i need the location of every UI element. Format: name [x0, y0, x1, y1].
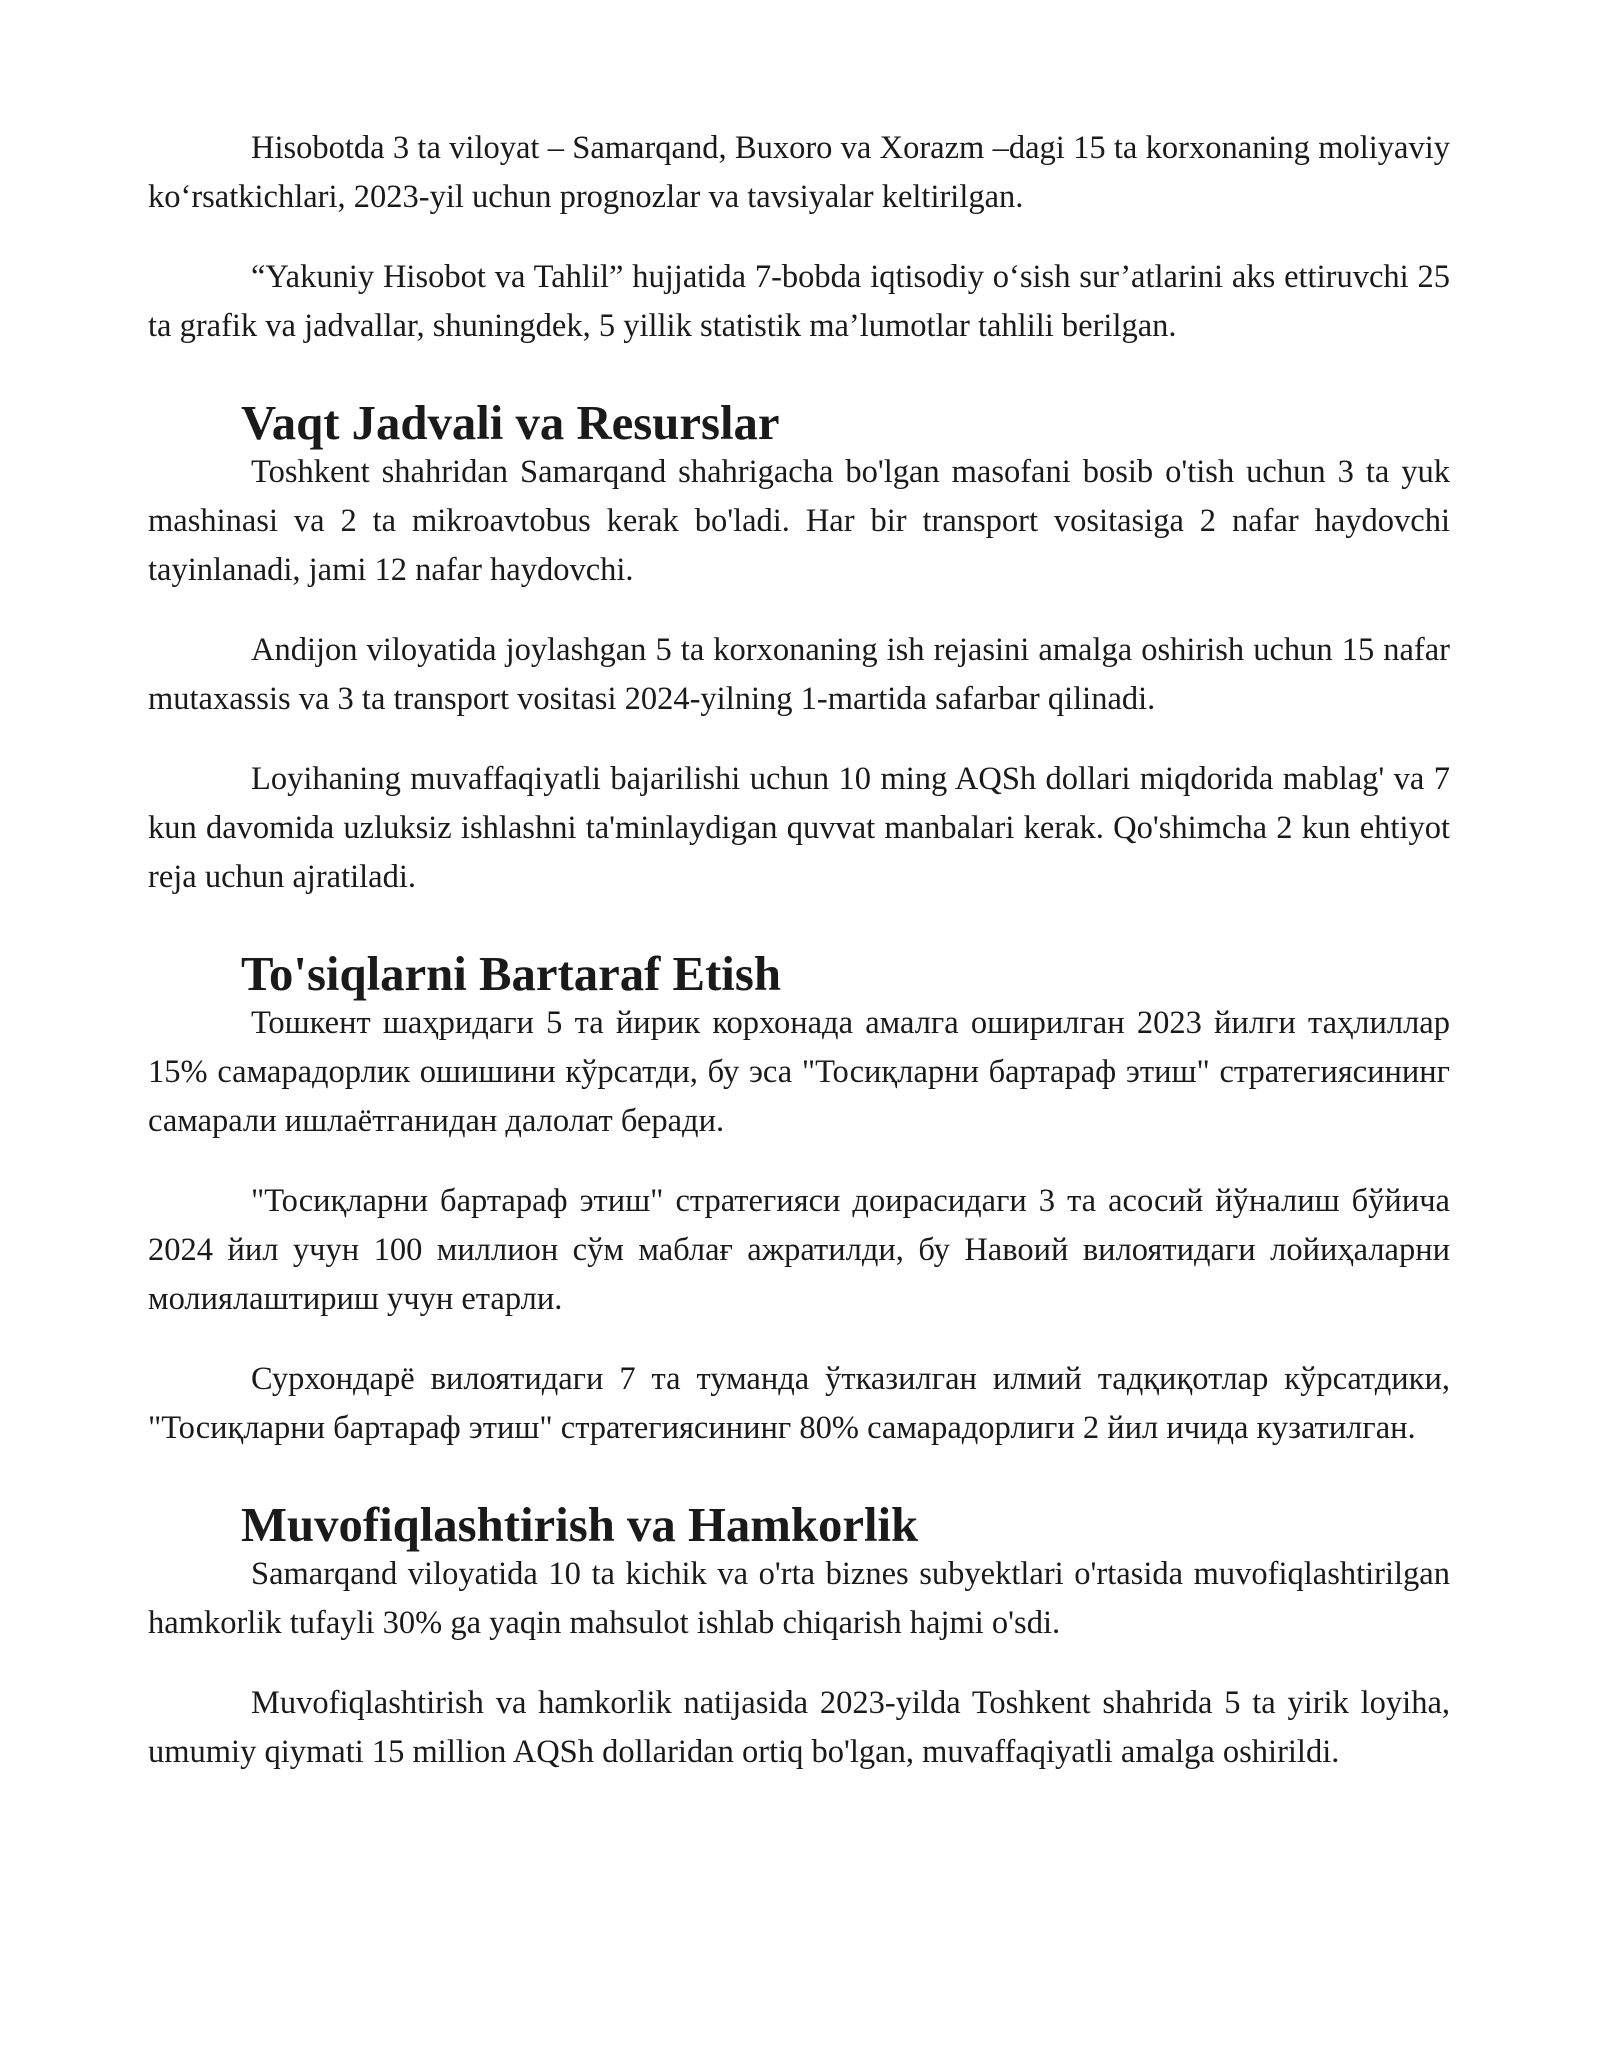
- section-2-paragraph-1: Тошкент шаҳридаги 5 та йирик корхонада амалга оширилган 2023 йилги таҳлиллар 15% самарадорлик ошишини кўрсатди, бу эса "Тосиқларни бартараф этиш" стратегиясининг самарали ишлаётганидан далолат беради.: [148, 1005, 1450, 1139]
- intro-paragraph-1: Hisobotda 3 ta viloyat – Samarqand, Buxoro va Xorazm –dagi 15 ta korxonaning moliyaviy ko‘rsatkichlari, 2023-yil uchun prognozlar va tavsiyalar keltirilgan.: [148, 130, 1450, 215]
- section-3-paragraph-1: Samarqand viloyatida 10 ta kichik va o'rta biznes subyektlari o'rtasida muvofiqlashtirilgan hamkorlik tufayli 30% ga yaqin mahsulot ishlab chiqarish hajmi o'sdi.: [148, 1556, 1450, 1641]
- intro-paragraph-2: “Yakuniy Hisobot va Tahlil” hujjatida 7-bobda iqtisodiy o‘sish sur’atlarini aks ettiruvchi 25 ta grafik va jadvallar, shuningdek, 5 yillik statistik ma’lumotlar tahlili berilgan.: [148, 259, 1450, 344]
- section-1-paragraph-1: Toshkent shahridan Samarqand shahrigacha bo'lgan masofani bosib o'tish uchun 3 ta yuk mashinasi va 2 ta mikroavtobus kerak bo'ladi. Har bir transport vositasiga 2 nafar haydovchi tayinlanadi, jami 12 nafar haydovchi.: [148, 454, 1450, 588]
- section-heading-muvofiqlashtirish: Muvofiqlashtirish va Hamkorlik: [241, 1498, 919, 1552]
- document-page: [148, 124, 1450, 1777]
- section-2-paragraph-3: Сурхондарё вилоятидаги 7 та туманда ўтказилган илмий тадқиқотлар кўрсатдики, "Тосиқларни бартараф этиш" стратегиясининг 80% самарадорлиги 2 йил ичида кузатилган.: [148, 1361, 1450, 1446]
- section-2-paragraph-2: "Тосиқларни бартараф этиш" стратегияси доирасидаги 3 та асосий йўналиш бўйича 2024 йил учун 100 миллион сўм маблағ ажратилди, бу Навоий вилоятидаги лойиҳаларни молиялаштириш учун етарли.: [148, 1183, 1450, 1317]
- section-1-paragraph-3: Loyihaning muvaffaqiyatli bajarilishi uchun 10 ming AQSh dollari miqdorida mablag' va 7 kun davomida uzluksiz ishlashni ta'minlaydigan quvvat manbalari kerak. Qo'shimcha 2 kun ehtiyot reja uchun ajratiladi.: [148, 761, 1450, 895]
- section-3-paragraph-2: Muvofiqlashtirish va hamkorlik natijasida 2023-yilda Toshkent shahrida 5 ta yirik loyiha, umumiy qiymati 15 million AQSh dollaridan ortiq bo'lgan, muvaffaqiyatli amalga oshirildi.: [148, 1685, 1450, 1770]
- section-heading-vaqt-jadvali: Vaqt Jadvali va Resurslar: [241, 396, 780, 450]
- section-heading-tosiqlarni-bartaraf: To'siqlarni Bartaraf Etish: [241, 947, 781, 1001]
- section-1-paragraph-2: Andijon viloyatida joylashgan 5 ta korxonaning ish rejasini amalga oshirish uchun 15 nafar mutaxassis va 3 ta transport vositasi 2024-yilning 1-martida safarbar qilinadi.: [148, 632, 1450, 717]
